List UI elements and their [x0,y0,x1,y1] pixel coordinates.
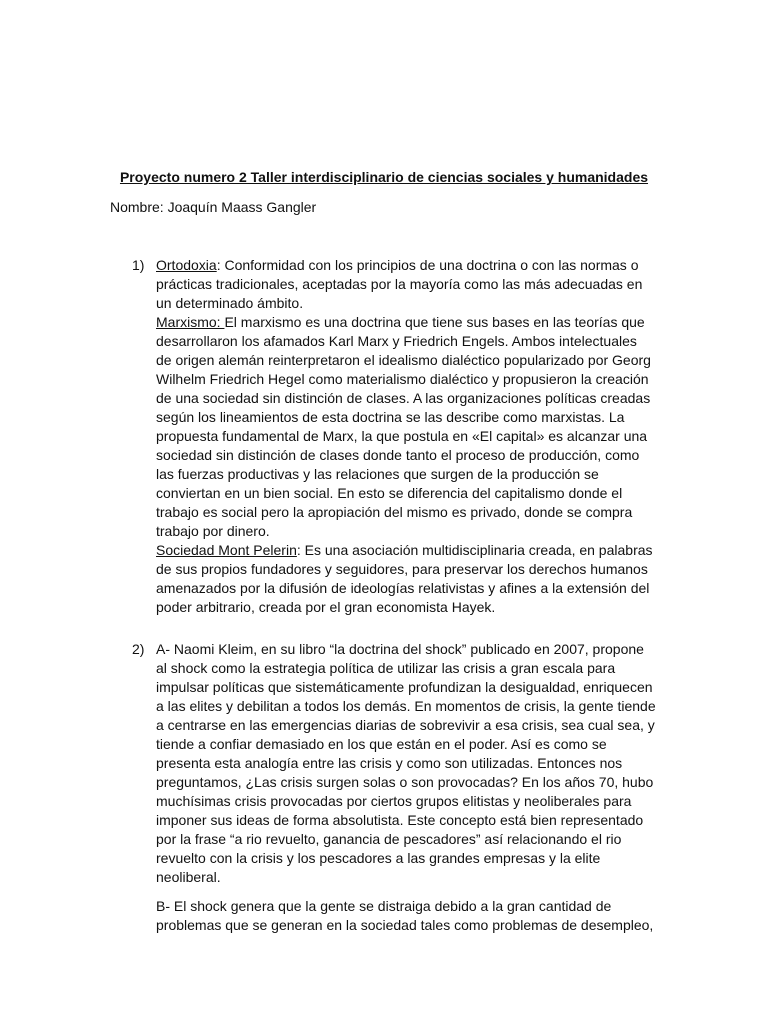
definition-term: Sociedad Mont Pelerin [156,542,297,558]
definition-mont-pelerin [156,541,656,617]
list-item-body [156,256,656,617]
definition-text: : Conformidad con los principios de una doctrina o con las normas o prácticas tradicionales, aceptadas por la mayoría como las más adecuadas en un determinado ámbito. [156,257,643,311]
author-name-line: Nombre: Joaquín Maass Gangler [110,199,317,215]
definition-term: Ortodoxia [156,257,217,273]
paragraph-b: B- El shock genera que la gente se distraiga debido a la gran cantidad de problemas que se generan en la sociedad tales como problemas de desempleo, [156,898,654,933]
list-item-body [156,640,656,935]
list-item-number: 1) [132,257,145,273]
definition-term: Marxismo: [156,314,225,330]
definition-marxismo [156,313,656,541]
document-title: Proyecto numero 2 Taller interdisciplinario de ciencias sociales y humanidades [119,169,649,185]
definition-text: : Es una asociación multidisciplinaria creada, en palabras de sus propios fundadores y seguidores, para preservar los derechos humanos amenazados por la difusión de ideologías relativistas y afines a la extensión del poder arbitrario, creada por el gran economista Hayek. [156,542,653,615]
definition-ortodoxia [156,256,656,313]
definition-text: El marxismo es una doctrina que tiene sus bases en las teorías que desarrollaron los afamados Karl Marx y Friedrich Engels. Ambos intelectuales de origen alemán reinterpretaron el idealismo dialéctico popularizado por Georg Wilhelm Friedrich Hegel como materialismo dialéctico y propusieron la creación de una sociedad sin distinción de clases. A las organizaciones políticas creadas según los lineamientos de esta doctrina se las describe como marxistas. La propuesta fundamental de Marx, la que postula en «El capital» es alcanzar una sociedad sin distinción de clases donde tanto el proceso de producción, como las fuerzas productivas y las relaciones que surgen de la producción se conviertan en un bien social. En esto se diferencia del capitalismo donde el trabajo es social pero la apropiación del mismo es privado, donde se compra trabajo por dinero. [156,314,651,539]
paragraph-a: A- Naomi Kleim, en su libro “la doctrina del shock” publicado en 2007, propone al shock como la estrategia política de utilizar las crisis a gran escala para impulsar políticas que sistemáticamente profundizan la desigualdad, enriquecen a las elites y debilitan a todos los demás. En momentos de crisis, la gente tiende a centrarse en las emergencias diarias de sobrevivir a esa crisis, sea cual sea, y tiende a confiar demasiado en los que están en el poder. Así es como se presenta esta analogía entre las crisis y como son utilizadas. Entonces nos preguntamos, ¿Las crisis surgen solas o son provocadas? En los años 70, hubo muchísimas crisis provocadas por ciertos grupos elitistas y neoliberales para imponer sus ideas de forma absolutista. Este concepto está bien representado por la frase “a rio revuelto, ganancia de pescadores” así relacionando el rio revuelto con la crisis y los pescadores a las grandes empresas y la elite neoliberal. [156,641,656,885]
list-item-number: 2) [132,641,145,657]
